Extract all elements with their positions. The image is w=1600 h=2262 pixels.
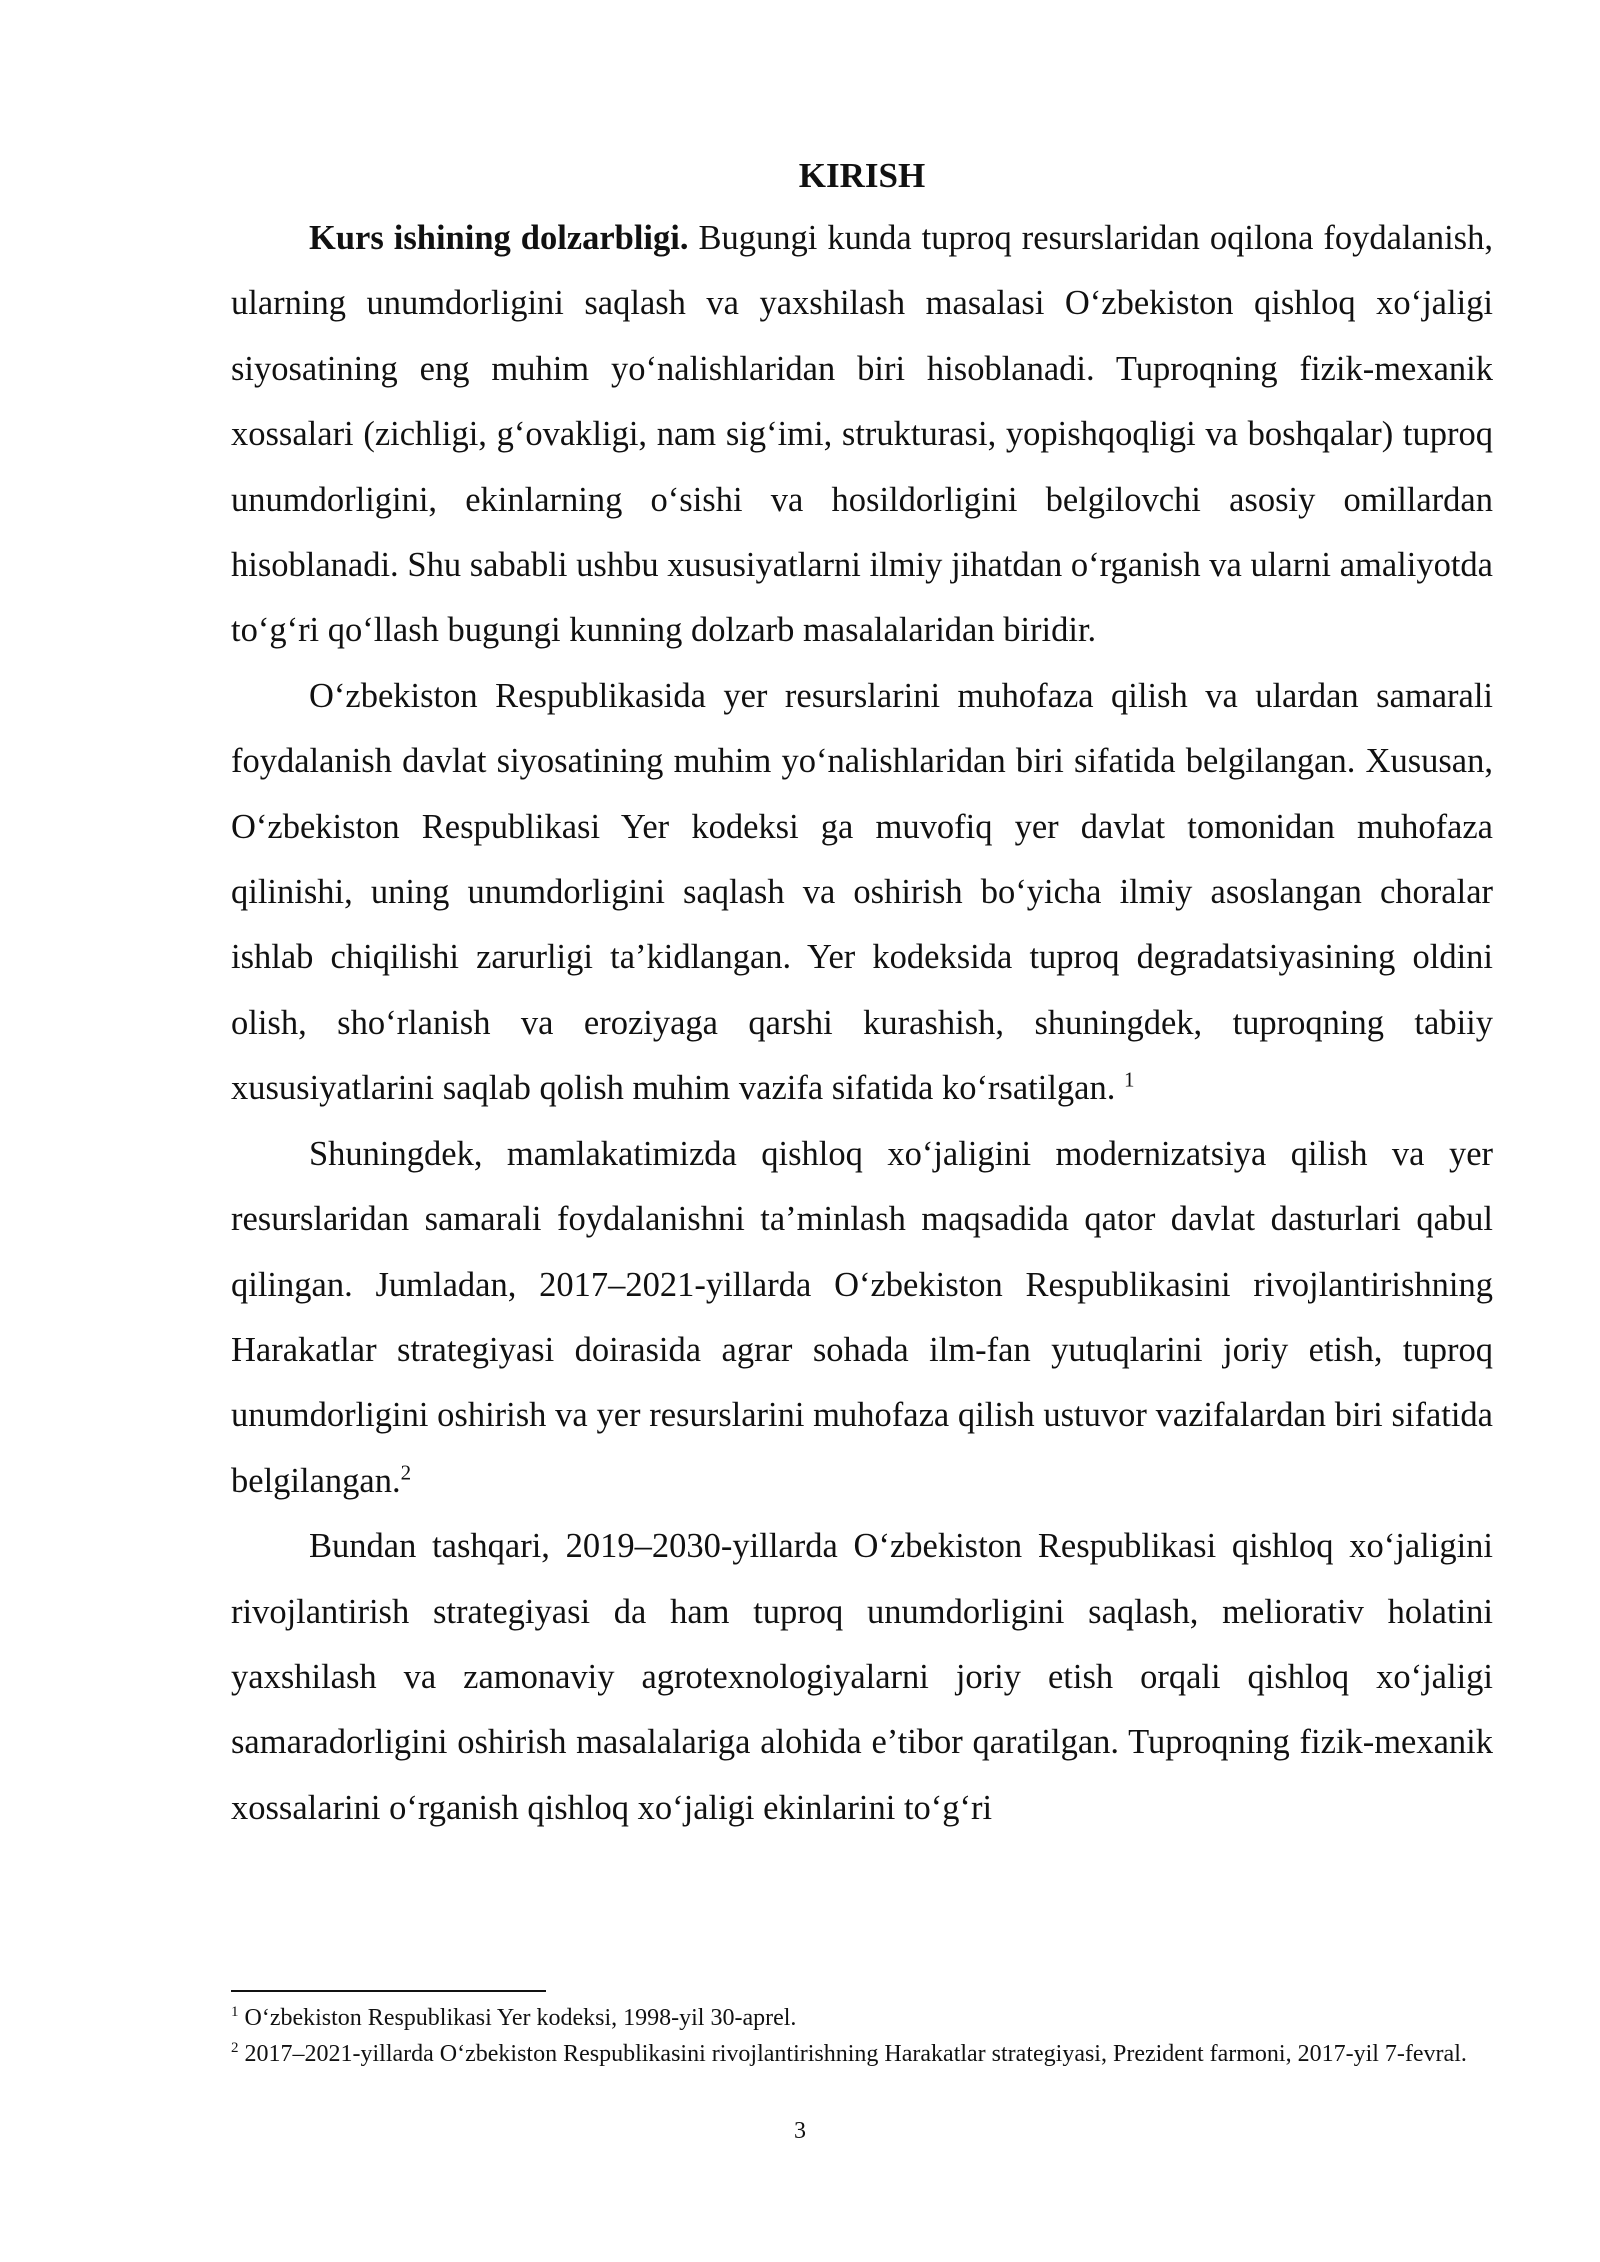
paragraph-text: Shuningdek, mamlakatimizda qishloq xo‘jaligini modernizatsiya qilish va yer resurslaridan samarali foydalanishni ta’minlash maqsadida qator davlat dasturlari qabul qilingan. Jumladan, 2017–2021-yillarda O‘zbekiston Respublikasini rivojlantirishning Harakatlar strategiyasi doirasida agrar sohada ilm-fan yutuqlarini joriy etish, tuproq unumdorligini oshirish va yer resurslarini muhofaza qilish ustuvor vazifalardan biri sifatida belgilangan. [231,1134,1493,1500]
paragraph-text: Bugungi kunda tuproq resurslaridan oqilona foydalanish, ularning unumdorligini saqlash va yaxshilash masalasi O‘zbekiston qishloq xo‘jaligi siyosatining eng muhim yo‘nalishlaridan biri hisoblanadi. Tuproqning fizik-mexanik xossalari (zichligi, g‘ovakligi, nam sig‘imi, strukturasi, yopishqoqligi va boshqalar) tuproq unumdorligini, ekinlarning o‘sishi va hosildorligini belgilovchi asosiy omillardan hisoblanadi. Shu sababli ushbu xususiyatlarni ilmiy jihatdan o‘rganish va ularni amaliyotda to‘g‘ri qo‘llash bugungi kunning dolzarb masalalaridan biridir. [231,219,1493,650]
footnotes [231,2000,1493,2072]
paragraph-text: O‘zbekiston Respublikasida yer resurslarini muhofaza qilish va ulardan samarali foydalanish davlat siyosatining muhim yo‘nalishlaridan biri sifatida belgilangan. Xususan, O‘zbekiston Respublikasi Yer kodeksi ga muvofiq yer davlat tomonidan muhofaza qilinishi, uning unumdorligini saqlash va oshirish bo‘yicha ilmiy asoslangan choralar ishlab chiqilishi zarurligi ta’kidlangan. Yer kodeksida tuproq degradatsiyasining oldini olish, sho‘rlanish va eroziyaga qarshi kurashish, shuningdek, tuproqning tabiiy xususiyatlarini saqlab qolish muhim vazifa sifatida ko‘rsatilgan. [231,676,1493,1108]
footnote-separator [231,1990,546,1992]
page-number: 3 [794,2118,806,2144]
footnote-number: 1 [231,2004,239,2020]
section-title: KIRISH [798,156,926,195]
footnote-ref-2[interactable]: 2 [400,1460,412,1485]
footnote-ref-1[interactable]: 1 [1123,1067,1135,1092]
paragraph-text: Bundan tashqari, 2019–2030-yillarda O‘zbekiston Respublikasi qishloq xo‘jaligini rivojlantirish strategiyasi da ham tuproq unumdorligini saqlash, meliorativ holatini yaxshilash va zamonaviy agrotexnologiyalarni joriy etish orqali qishloq xo‘jaligi samaradorligini oshirish masalalariga alohida e’tibor qaratilgan. Tuproqning fizik-mexanik xossalarini o‘rganish qishloq xo‘jaligi ekinlarini to‘g‘ri [231,1527,1493,1827]
footnote-1 [231,2000,1493,2036]
paragraph-state-programs [231,1122,1493,1514]
footnote-text: O‘zbekiston Respublikasi Yer kodeksi, 1998-yil 30-aprel. [238,2005,797,2031]
paragraph-lead: Kurs ishining dolzarbligi. [309,219,689,257]
footnote-number: 2 [231,2040,239,2056]
paragraph-land-code [231,664,1493,1122]
document-body [231,148,1493,1841]
paragraph-agri-strategy [231,1514,1493,1841]
footnote-2 [231,2036,1493,2072]
footnote-text: 2017–2021-yillarda O‘zbekiston Respublikasini rivojlantirishning Harakatlar strategiyasi, Prezident farmoni, 2017-yil 7-fevral. [238,2041,1467,2067]
paragraph-relevance [231,206,1493,664]
